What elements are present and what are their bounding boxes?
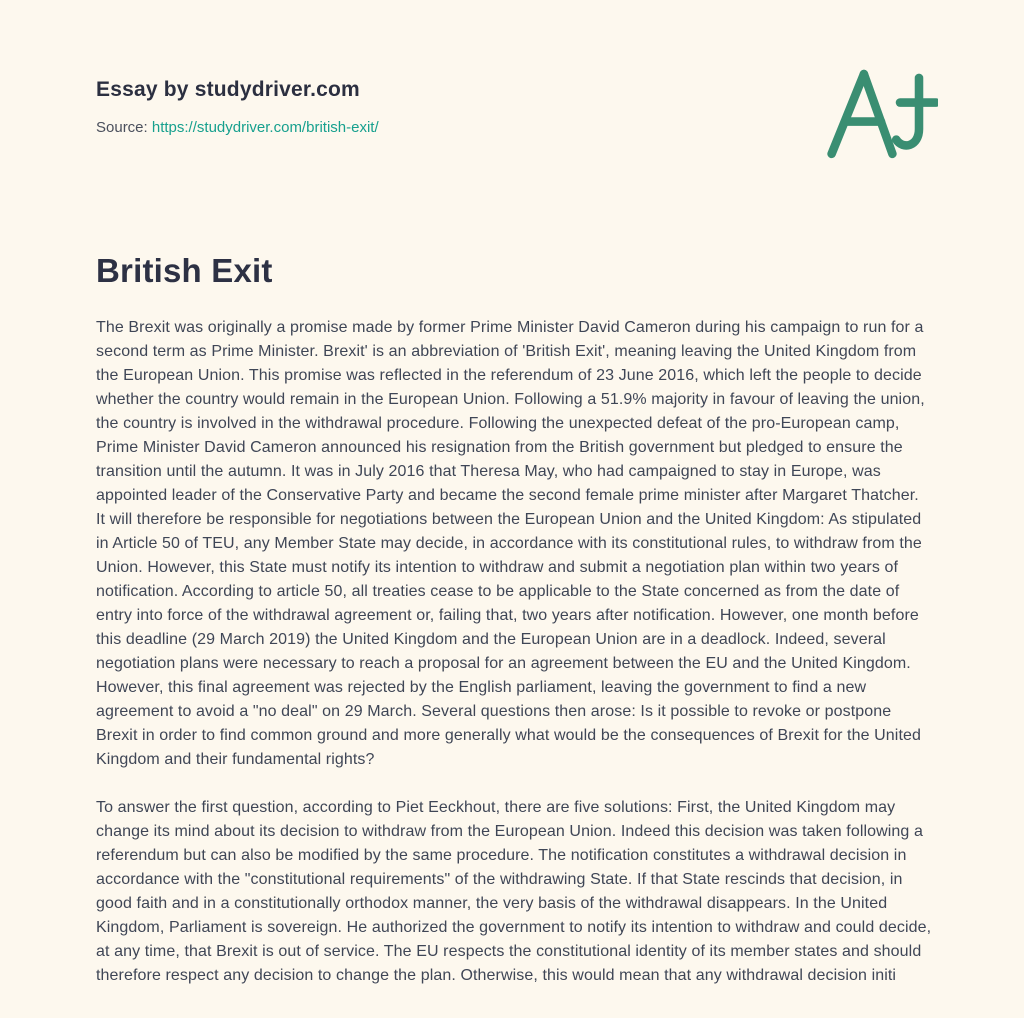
source-line xyxy=(96,119,932,136)
studydriver-logo-icon xyxy=(824,64,938,162)
page-title: British Exit xyxy=(96,252,273,289)
source-url-link[interactable]: https://studydriver.com/british-exit/ xyxy=(151,119,379,136)
essay-paragraph: To answer the first question, according to Piet Eeckhout, there are five solutions: First, the United Kingdom may change its mind about its decision to withdraw from the European Union. Indeed this decision was taken following a referendum but can also be modified by the same procedure. The notification constitutes a withdrawal decision in accordance with the "constitutional requirements" of the withdrawing State. If that State rescinds that decision, in good faith and in a constitutionally orthodox manner, the very basis of the withdrawal disappears. In the United Kingdom, Parliament is sovereign. He authorized the government to notify its intention to withdraw and could decide, at any time, that Brexit is out of service. The EU respects the constitutional identity of its member states and should therefore respect any decision to change the plan. Otherwise, this would mean that any withdrawal decision initi xyxy=(96,799,932,984)
source-label: Source: xyxy=(96,119,148,136)
essay-paragraph: The Brexit was originally a promise made by former Prime Minister David Cameron during his campaign to run for a second term as Prime Minister. Brexit' is an abbreviation of 'British Exit', meaning leaving the United Kingdom from the European Union. This promise was reflected in the referendum of 23 June 2016, which left the people to decide whether the country would remain in the European Union. Following a 51.9% majority in favour of leaving the union, the country is involved in the withdrawal procedure. Following the unexpected defeat of the pro-European camp, Prime Minister David Cameron announced his resignation from the British government but pledged to ensure the transition until the autumn. It was in July 2016 that Theresa May, who had campaigned to stay in Europe, was appointed leader of the Conservative Party and became the second female prime minister after Margaret Thatcher. It will therefore be responsible for negotiations between the European Union and the United Kingdom: As stipulated in Article 50 of TEU, any Member State may decide, in accordance with its constitutional rules, to withdraw from the Union. However, this State must notify its intention to withdraw and submit a negotiation plan within two years of notification. According to article 50, all treaties cease to be applicable to the State concerned as from the date of entry into force of the withdrawal agreement or, failing that, two years after notification. However, one month before this deadline (29 March 2019) the United Kingdom and the European Union are in a deadlock. Indeed, several negotiation plans were necessary to reach a proposal for an agreement between the EU and the United Kingdom. However, this final agreement was rejected by the English parliament, leaving the government to find a new agreement to avoid a "no deal" on 29 March. Several questions then arose: Is it possible to revoke or postpone Brexit in order to find common ground and more generally what would be the consequences of Brexit for the United Kingdom and their fundamental rights? xyxy=(96,319,925,768)
essay-body xyxy=(96,316,932,988)
essay-byline: Essay by studydriver.com xyxy=(96,78,360,101)
